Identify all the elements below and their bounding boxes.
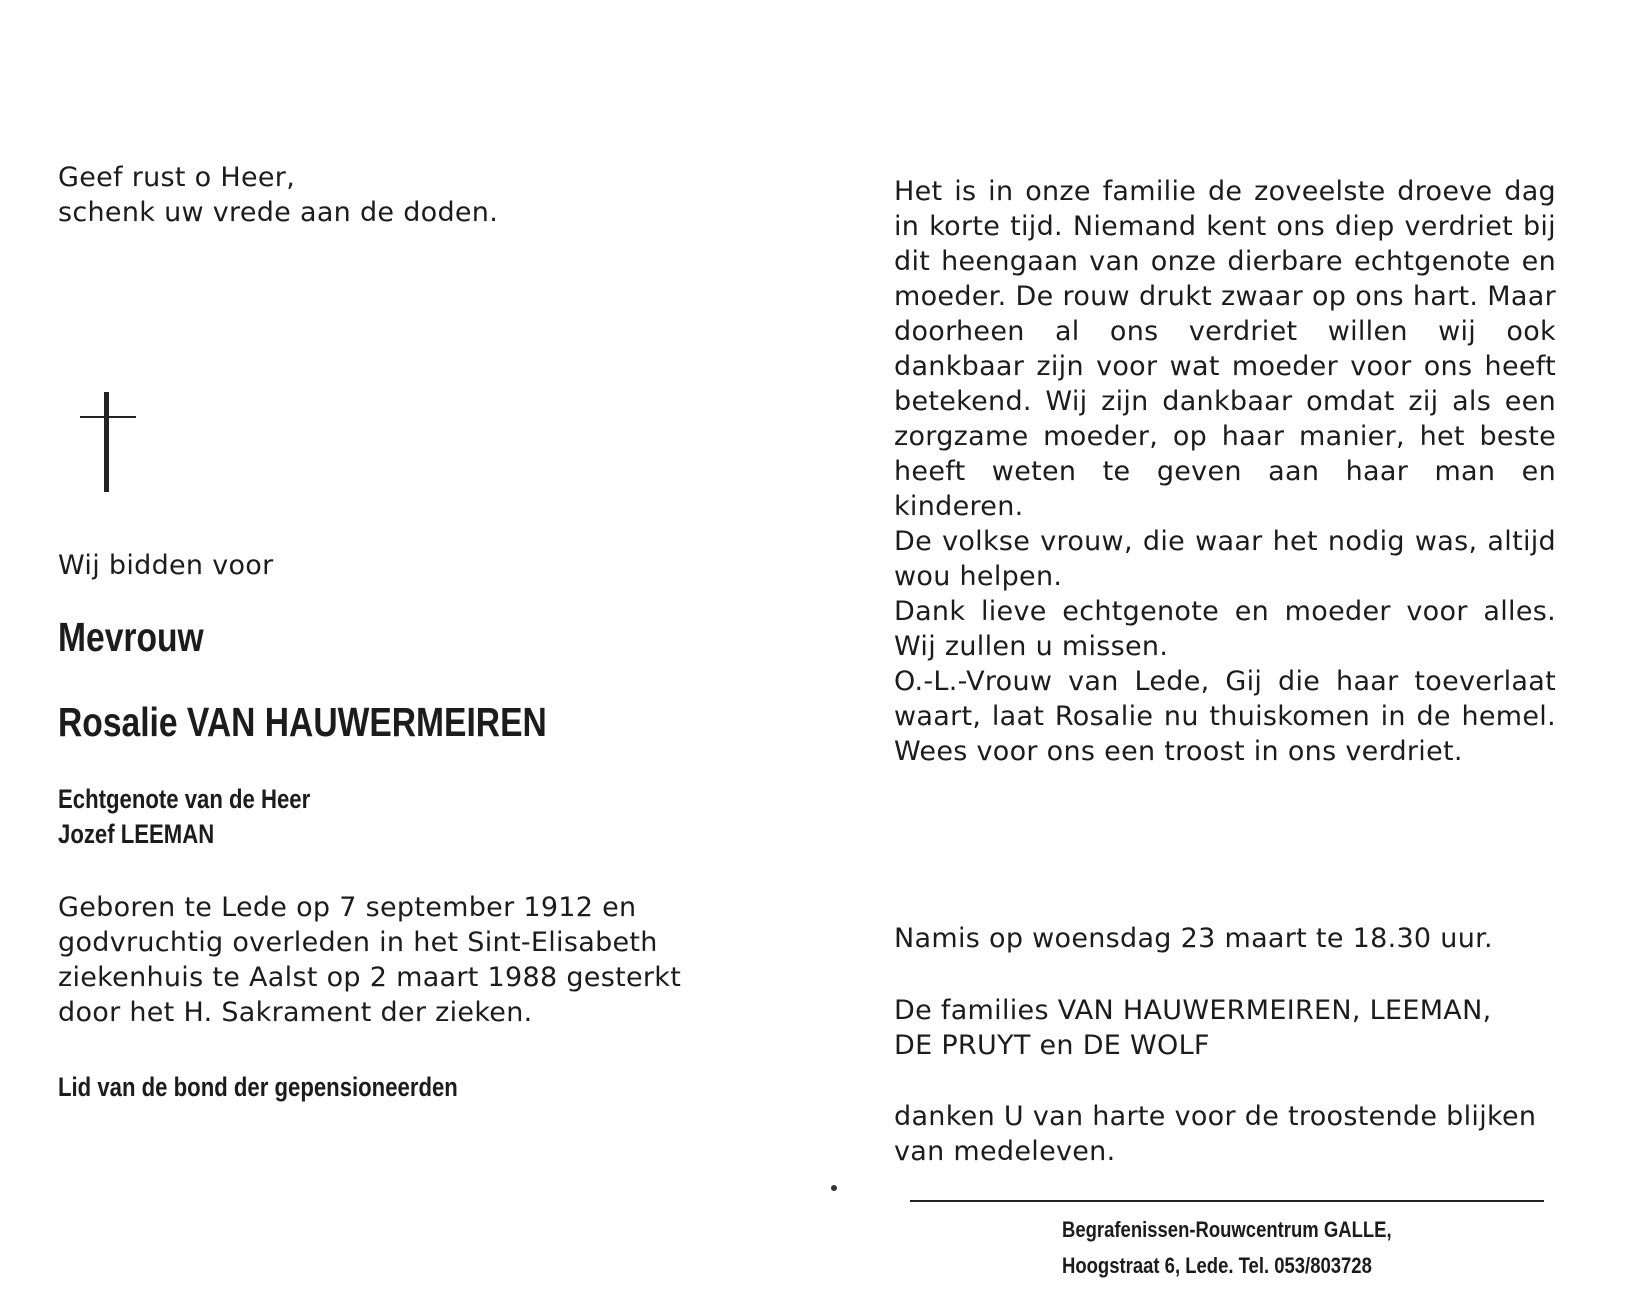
tribute-paragraph-2: De volkse vrouw, die waar het nodig was, altijd wou helpen. [894, 526, 1556, 592]
families-block [894, 993, 1491, 1063]
print-speck [831, 1185, 837, 1191]
thanks-block [894, 1099, 1536, 1169]
tribute-paragraph-1: Het is in onze familie de zoveelste droeve dag in korte tijd. Niemand kent ons diep verdriet bij dit heengaan van onze dierbare echtgenote en moeder. De rouw drukt zwaar op ons hart. Maar doorheen al ons verdriet willen wij ook dankbaar zijn voor wat moeder voor ons heeft betekend. Wij zijn dankbaar omdat zij als een zorgzame moeder, op haar manier, het beste heeft weten te geven aan haar man en kinderen. [894, 176, 1556, 522]
verse-line-1: Geef rust o Heer, [58, 162, 296, 193]
spouse-line-1: Echtgenote van de Heer [58, 784, 311, 814]
footer-divider [910, 1200, 1544, 1202]
honorific: Mevrouw [58, 614, 204, 660]
spouse-line-2: Jozef LEEMAN [58, 819, 215, 849]
spouse-block [58, 782, 366, 852]
membership-text: Lid van de bond der gepensioneerden [58, 1072, 458, 1102]
tribute-paragraph-4: O.-L.-Vrouw van Lede, Gij die haar toeverlaat waart, laat Rosalie nu thuiskomen in de hemel. Wees voor ons een troost in ons verdriet. [894, 666, 1556, 767]
mass-text: Namis op woensdag 23 maart te 18.30 uur. [894, 923, 1493, 954]
latin-cross-icon [80, 392, 136, 492]
verse-line-2: schenk uw vrede aan de doden. [58, 197, 499, 228]
families-line-2: DE PRUYT en DE WOLF [894, 1030, 1210, 1061]
tribute-text [894, 174, 1556, 769]
deceased-name: Rosalie VAN HAUWERMEIREN [58, 699, 547, 745]
undertaker-footer [1062, 1212, 1422, 1284]
footer-line-1: Begrafenissen-Rouwcentrum GALLE, [1062, 1217, 1392, 1242]
families-line-1: De families VAN HAUWERMEIREN, LEEMAN, [894, 995, 1492, 1026]
thanks-line-2: van medeleven. [894, 1136, 1116, 1167]
thanks-line-1: danken U van harte voor de troostende blijken [894, 1101, 1537, 1132]
verse [58, 160, 498, 230]
pray-text: Wij bidden voor [58, 550, 274, 581]
bio-text: Geboren te Lede op 7 september 1912 en godvruchtig overleden in het Sint-Elisabeth ziekenhuis te Aalst op 2 maart 1988 gesterkt door het H. Sakrament der zieken. [58, 892, 682, 1028]
tribute-paragraph-3: Dank lieve echtgenote en moeder voor alles. Wij zullen u missen. [894, 596, 1556, 662]
footer-line-2: Hoogstraat 6, Lede. Tel. 053/803728 [1062, 1253, 1372, 1278]
